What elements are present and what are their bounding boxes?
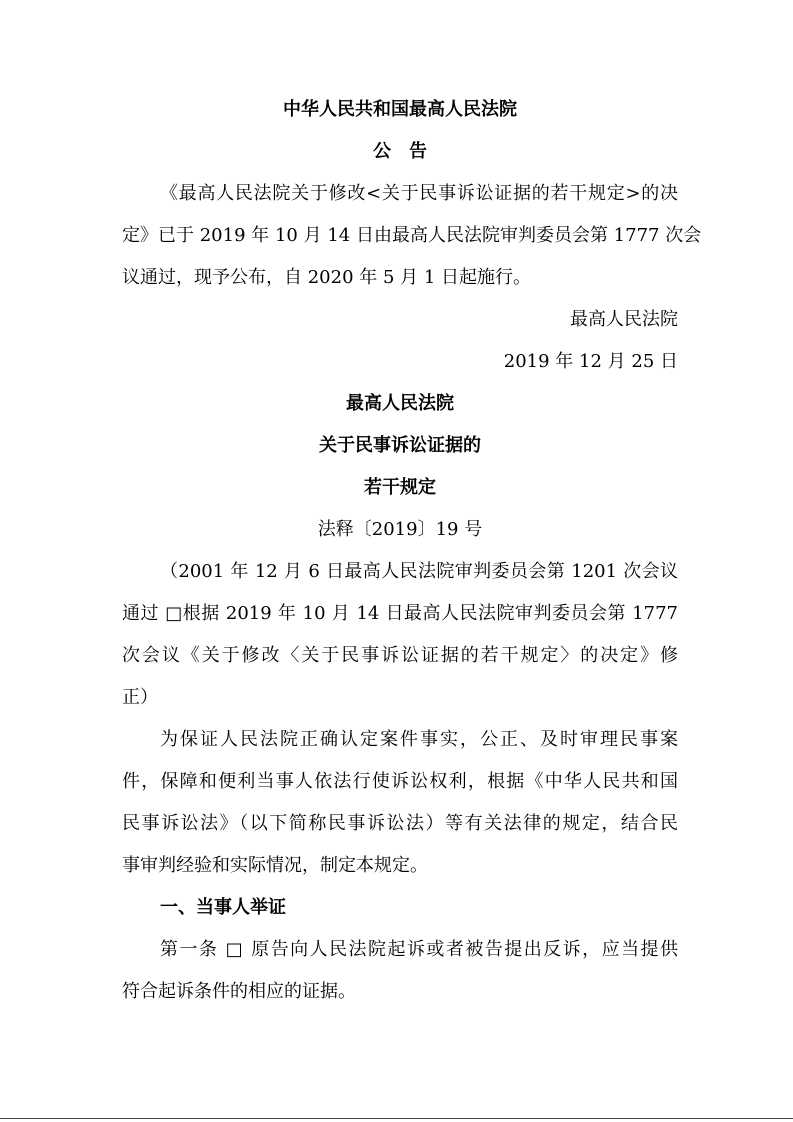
article-line: 符合起诉条件的相应的证据。 [122,981,356,1002]
preamble-line: 民事诉讼法》（以下简称民事诉讼法）等有关法律的规定，结合民 [122,813,678,834]
article-line: 第一条 □ 原告向人民法院起诉或者被告提出反诉，应当提供 [160,939,678,960]
regulation-title-line: 最高人民法院 [346,393,454,414]
section-heading: 一、当事人举证 [160,897,286,918]
document-number: 法释〔2019〕19 号 [317,519,483,540]
announcement-date: 2019 年 12 月 25 日 [503,351,678,372]
regulation-title-line: 若干规定 [364,477,436,498]
preamble-line: 件，保障和便利当事人依法行使诉讼权利，根据《中华人民共和国 [122,771,678,792]
page-bottom-rule [0,1118,793,1119]
adoption-note-line: 次会议《关于修改〈关于民事诉讼证据的若干规定〉的决定》修 [122,645,678,666]
preamble-line: 事审判经验和实际情况，制定本规定。 [122,855,428,876]
adoption-note-line: （2001 年 12 月 6 日最高人民法院审判委员会第 1201 次会议 [160,561,678,582]
announcement-body-line: 定》已于 2019 年 10 月 14 日由最高人民法院审判委员会第 1777 次会 [122,225,702,246]
adoption-note-line: 通过 □根据 2019 年 10 月 14 日最高人民法院审判委员会第 1777 [122,603,678,624]
preamble-line: 为保证人民法院正确认定案件事实，公正、及时审理民事案 [160,729,678,750]
announcement-signature: 最高人民法院 [570,309,678,330]
regulation-title-line: 关于民事诉讼证据的 [319,435,481,456]
adoption-note-line: 正） [122,687,158,708]
announcement-body-line: 《最高人民法院关于修改<关于民事诉讼证据的若干规定>的决 [160,183,678,204]
announcement-body-line: 议通过，现予公布，自 2020 年 5 月 1 日起施行。 [122,267,532,288]
announcement-title: 公 告 [373,141,427,162]
court-name-heading: 中华人民共和国最高人民法院 [283,99,517,120]
